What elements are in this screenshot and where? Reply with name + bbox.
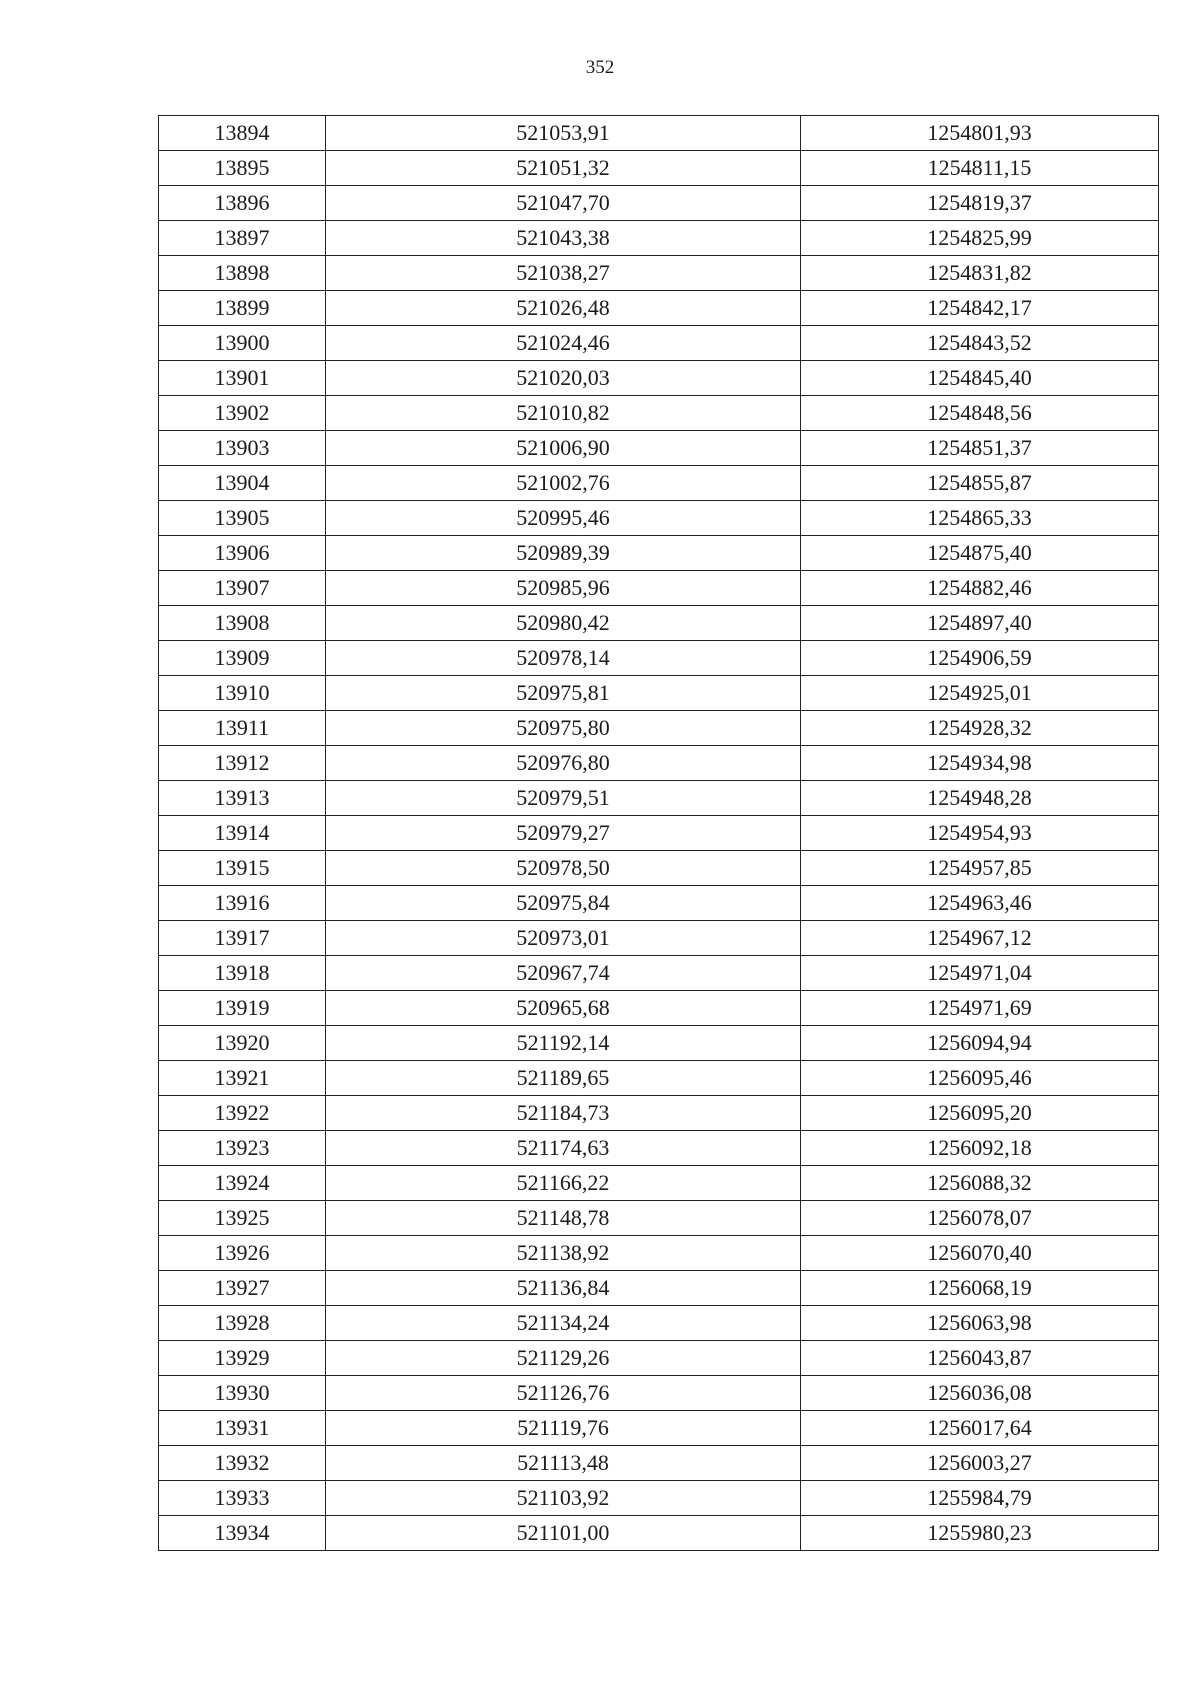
y-coordinate-cell: 1254831,82 [801,256,1159,291]
table-row [159,1166,1159,1201]
y-coordinate-cell: 1254967,12 [801,921,1159,956]
x-coordinate-cell: 521134,24 [326,1306,801,1341]
x-coordinate-cell: 521184,73 [326,1096,801,1131]
y-coordinate-cell: 1256094,94 [801,1026,1159,1061]
point-number-cell: 13916 [159,886,326,921]
point-number-cell: 13929 [159,1341,326,1376]
y-coordinate-cell: 1254845,40 [801,361,1159,396]
y-coordinate-cell: 1254882,46 [801,571,1159,606]
x-coordinate-cell: 521103,92 [326,1481,801,1516]
y-coordinate-cell: 1254819,37 [801,186,1159,221]
table-row [159,1061,1159,1096]
table-row [159,606,1159,641]
table-row [159,466,1159,501]
point-number-cell: 13922 [159,1096,326,1131]
point-number-cell: 13915 [159,851,326,886]
table-row [159,116,1159,151]
point-number-cell: 13928 [159,1306,326,1341]
point-number-cell: 13921 [159,1061,326,1096]
y-coordinate-cell: 1254957,85 [801,851,1159,886]
table-row [159,361,1159,396]
y-coordinate-cell: 1254848,56 [801,396,1159,431]
table-row [159,991,1159,1026]
table-row [159,151,1159,186]
table-row [159,1096,1159,1131]
y-coordinate-cell: 1254971,69 [801,991,1159,1026]
coordinates-table-body [159,116,1159,1551]
table-row [159,256,1159,291]
point-number-cell: 13913 [159,781,326,816]
y-coordinate-cell: 1254928,32 [801,711,1159,746]
x-coordinate-cell: 521024,46 [326,326,801,361]
x-coordinate-cell: 520979,51 [326,781,801,816]
point-number-cell: 13924 [159,1166,326,1201]
x-coordinate-cell: 521192,14 [326,1026,801,1061]
point-number-cell: 13925 [159,1201,326,1236]
point-number-cell: 13905 [159,501,326,536]
point-number-cell: 13909 [159,641,326,676]
page-number: 352 [585,57,615,78]
y-coordinate-cell: 1254825,99 [801,221,1159,256]
point-number-cell: 13901 [159,361,326,396]
table-row [159,396,1159,431]
point-number-cell: 13900 [159,326,326,361]
x-coordinate-cell: 521101,00 [326,1516,801,1551]
x-coordinate-cell: 521189,65 [326,1061,801,1096]
y-coordinate-cell: 1254925,01 [801,676,1159,711]
table-row [159,676,1159,711]
point-number-cell: 13908 [159,606,326,641]
table-row [159,746,1159,781]
point-number-cell: 13903 [159,431,326,466]
table-row [159,641,1159,676]
x-coordinate-cell: 521051,32 [326,151,801,186]
table-row [159,816,1159,851]
x-coordinate-cell: 521053,91 [326,116,801,151]
y-coordinate-cell: 1256036,08 [801,1376,1159,1411]
point-number-cell: 13910 [159,676,326,711]
x-coordinate-cell: 521047,70 [326,186,801,221]
x-coordinate-cell: 520995,46 [326,501,801,536]
x-coordinate-cell: 521020,03 [326,361,801,396]
x-coordinate-cell: 520985,96 [326,571,801,606]
table-row [159,921,1159,956]
x-coordinate-cell: 520976,80 [326,746,801,781]
point-number-cell: 13927 [159,1271,326,1306]
y-coordinate-cell: 1256078,07 [801,1201,1159,1236]
x-coordinate-cell: 521038,27 [326,256,801,291]
y-coordinate-cell: 1254906,59 [801,641,1159,676]
y-coordinate-cell: 1254875,40 [801,536,1159,571]
table-row [159,1446,1159,1481]
table-row [159,1376,1159,1411]
table-row [159,326,1159,361]
x-coordinate-cell: 520965,68 [326,991,801,1026]
table-row [159,501,1159,536]
point-number-cell: 13897 [159,221,326,256]
table-row [159,571,1159,606]
x-coordinate-cell: 520967,74 [326,956,801,991]
table-row [159,1271,1159,1306]
y-coordinate-cell: 1254801,93 [801,116,1159,151]
x-coordinate-cell: 521113,48 [326,1446,801,1481]
y-coordinate-cell: 1255984,79 [801,1481,1159,1516]
table-row [159,1516,1159,1551]
x-coordinate-cell: 521119,76 [326,1411,801,1446]
point-number-cell: 13914 [159,816,326,851]
point-number-cell: 13898 [159,256,326,291]
table-row [159,186,1159,221]
table-row [159,1236,1159,1271]
y-coordinate-cell: 1256070,40 [801,1236,1159,1271]
point-number-cell: 13920 [159,1026,326,1061]
point-number-cell: 13918 [159,956,326,991]
x-coordinate-cell: 521006,90 [326,431,801,466]
y-coordinate-cell: 1256017,64 [801,1411,1159,1446]
y-coordinate-cell: 1254971,04 [801,956,1159,991]
y-coordinate-cell: 1254954,93 [801,816,1159,851]
y-coordinate-cell: 1256095,46 [801,1061,1159,1096]
point-number-cell: 13895 [159,151,326,186]
y-coordinate-cell: 1254934,98 [801,746,1159,781]
y-coordinate-cell: 1254843,52 [801,326,1159,361]
y-coordinate-cell: 1256003,27 [801,1446,1159,1481]
point-number-cell: 13930 [159,1376,326,1411]
x-coordinate-cell: 520975,84 [326,886,801,921]
table-row [159,431,1159,466]
y-coordinate-cell: 1256043,87 [801,1341,1159,1376]
point-number-cell: 13926 [159,1236,326,1271]
x-coordinate-cell: 521002,76 [326,466,801,501]
y-coordinate-cell: 1254851,37 [801,431,1159,466]
table-row [159,1026,1159,1061]
table-row [159,1131,1159,1166]
y-coordinate-cell: 1256063,98 [801,1306,1159,1341]
y-coordinate-cell: 1254855,87 [801,466,1159,501]
table-row [159,781,1159,816]
x-coordinate-cell: 521148,78 [326,1201,801,1236]
table-row [159,1341,1159,1376]
x-coordinate-cell: 520975,81 [326,676,801,711]
point-number-cell: 13896 [159,186,326,221]
x-coordinate-cell: 520975,80 [326,711,801,746]
x-coordinate-cell: 520979,27 [326,816,801,851]
point-number-cell: 13912 [159,746,326,781]
point-number-cell: 13917 [159,921,326,956]
point-number-cell: 13894 [159,116,326,151]
x-coordinate-cell: 521026,48 [326,291,801,326]
y-coordinate-cell: 1256095,20 [801,1096,1159,1131]
table-row [159,536,1159,571]
point-number-cell: 13934 [159,1516,326,1551]
x-coordinate-cell: 520978,14 [326,641,801,676]
table-row [159,711,1159,746]
table-row [159,1481,1159,1516]
point-number-cell: 13911 [159,711,326,746]
point-number-cell: 13923 [159,1131,326,1166]
table-row [159,291,1159,326]
y-coordinate-cell: 1256088,32 [801,1166,1159,1201]
y-coordinate-cell: 1254948,28 [801,781,1159,816]
point-number-cell: 13933 [159,1481,326,1516]
point-number-cell: 13907 [159,571,326,606]
table-row [159,221,1159,256]
x-coordinate-cell: 521129,26 [326,1341,801,1376]
x-coordinate-cell: 521136,84 [326,1271,801,1306]
table-row [159,851,1159,886]
y-coordinate-cell: 1255980,23 [801,1516,1159,1551]
table-row [159,1201,1159,1236]
x-coordinate-cell: 521166,22 [326,1166,801,1201]
table-row [159,886,1159,921]
x-coordinate-cell: 520989,39 [326,536,801,571]
y-coordinate-cell: 1254963,46 [801,886,1159,921]
point-number-cell: 13902 [159,396,326,431]
table-row [159,1306,1159,1341]
y-coordinate-cell: 1254842,17 [801,291,1159,326]
point-number-cell: 13899 [159,291,326,326]
y-coordinate-cell: 1254897,40 [801,606,1159,641]
point-number-cell: 13931 [159,1411,326,1446]
x-coordinate-cell: 521174,63 [326,1131,801,1166]
y-coordinate-cell: 1256068,19 [801,1271,1159,1306]
x-coordinate-cell: 521010,82 [326,396,801,431]
x-coordinate-cell: 520973,01 [326,921,801,956]
table-row [159,1411,1159,1446]
point-number-cell: 13932 [159,1446,326,1481]
y-coordinate-cell: 1254865,33 [801,501,1159,536]
x-coordinate-cell: 521126,76 [326,1376,801,1411]
x-coordinate-cell: 521043,38 [326,221,801,256]
table-row [159,956,1159,991]
y-coordinate-cell: 1256092,18 [801,1131,1159,1166]
y-coordinate-cell: 1254811,15 [801,151,1159,186]
point-number-cell: 13906 [159,536,326,571]
point-number-cell: 13904 [159,466,326,501]
coordinates-table [158,115,1159,1551]
x-coordinate-cell: 520980,42 [326,606,801,641]
x-coordinate-cell: 521138,92 [326,1236,801,1271]
point-number-cell: 13919 [159,991,326,1026]
x-coordinate-cell: 520978,50 [326,851,801,886]
